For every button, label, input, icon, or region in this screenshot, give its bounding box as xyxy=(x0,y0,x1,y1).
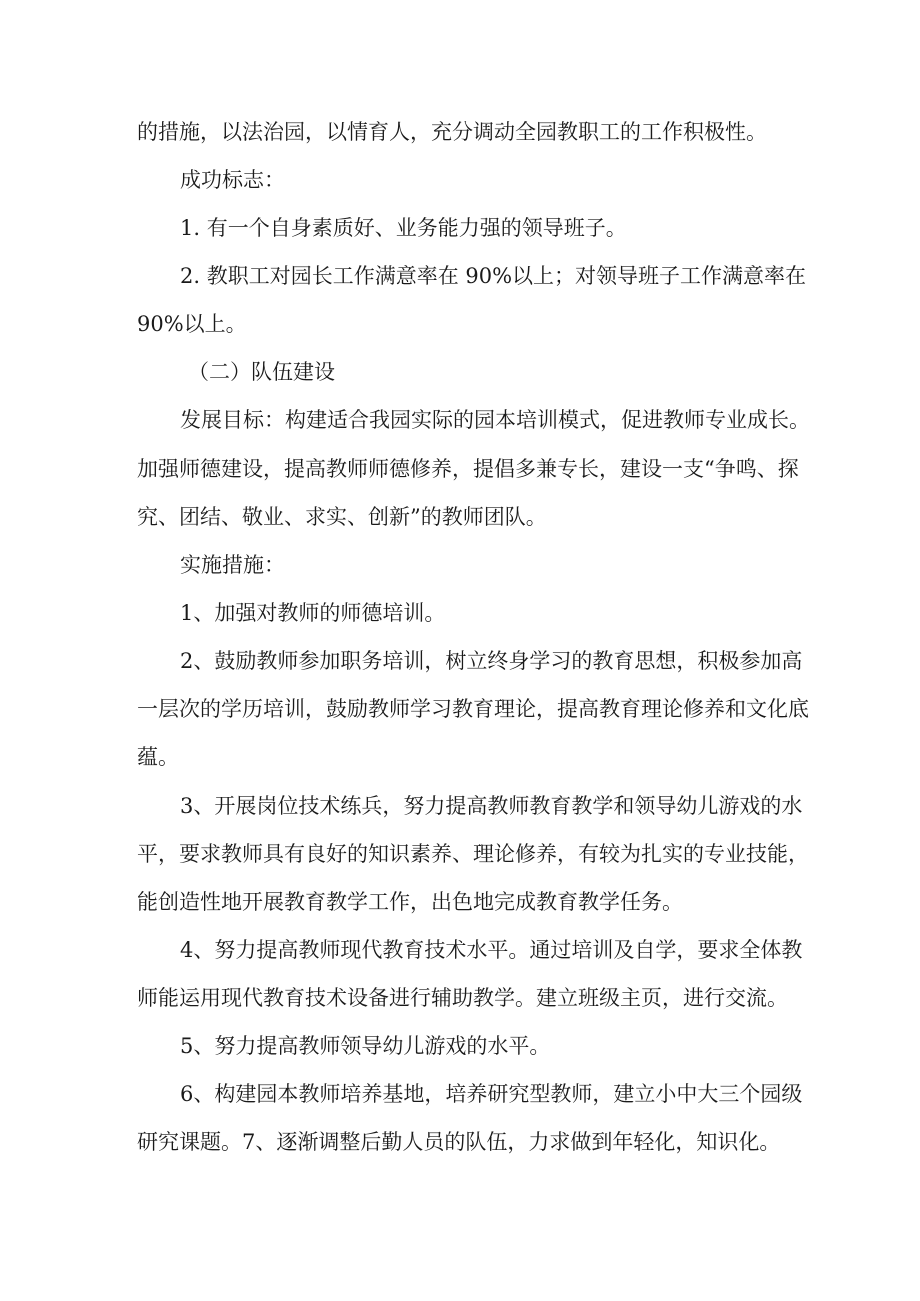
text-line: 5、努力提高教师领导幼儿游戏的水平。 xyxy=(180,1034,551,1058)
text-line: 加强师德建设，提高教师师德修养，提倡多兼专长，建设一支“争鸣、探 xyxy=(137,457,799,481)
text-line: 究、团结、敬业、求实、创新”的教师团队。 xyxy=(137,505,547,529)
text-line: 1. 有一个自身素质好、业务能力强的领导班子。 xyxy=(180,216,627,240)
text-line: 蕴。 xyxy=(137,745,179,769)
text-line: 成功标志： xyxy=(180,168,285,192)
text-line: 发展目标：构建适合我园实际的园本培训模式，促进教师专业成长。 xyxy=(180,408,810,432)
text-line: 4、努力提高教师现代教育技术水平。通过培训及自学，要求全体教 xyxy=(180,938,803,962)
text-line: 2、鼓励教师参加职务培训，树立终身学习的教育思想，积极参加高 xyxy=(180,649,803,673)
text-line: 2. 教职工对园长工作满意率在 90%以上；对领导班子工作满意率在 xyxy=(180,264,807,288)
text-line: 师能运用现代教育技术设备进行辅助教学。建立班级主页，进行交流。 xyxy=(137,986,788,1010)
text-line: 研究课题。7、逐渐调整后勤人员的队伍，力求做到年轻化，知识化。 xyxy=(137,1130,781,1154)
text-line: 6、构建园本教师培养基地，培养研究型教师，建立小中大三个园级 xyxy=(180,1082,803,1106)
text-line: 的措施，以法治园，以情育人，充分调动全园教职工的工作积极性。 xyxy=(137,120,767,144)
text-line: 平，要求教师具有良好的知识素养、理论修养，有较为扎实的专业技能， xyxy=(137,842,809,866)
text-line: 能创造性地开展教育教学工作，出色地完成教育教学任务。 xyxy=(137,890,683,914)
text-line: 实施措施： xyxy=(180,553,285,577)
section-heading: （二）队伍建设 xyxy=(188,360,335,384)
text-line: 90%以上。 xyxy=(137,312,247,336)
text-line: 一层次的学历培训，鼓励教师学习教育理论，提高教育理论修养和文化底 xyxy=(137,697,809,721)
text-line: 1、加强对教师的师德培训。 xyxy=(180,601,446,625)
text-line: 3、开展岗位技术练兵，努力提高教师教育教学和领导幼儿游戏的水 xyxy=(180,794,803,818)
